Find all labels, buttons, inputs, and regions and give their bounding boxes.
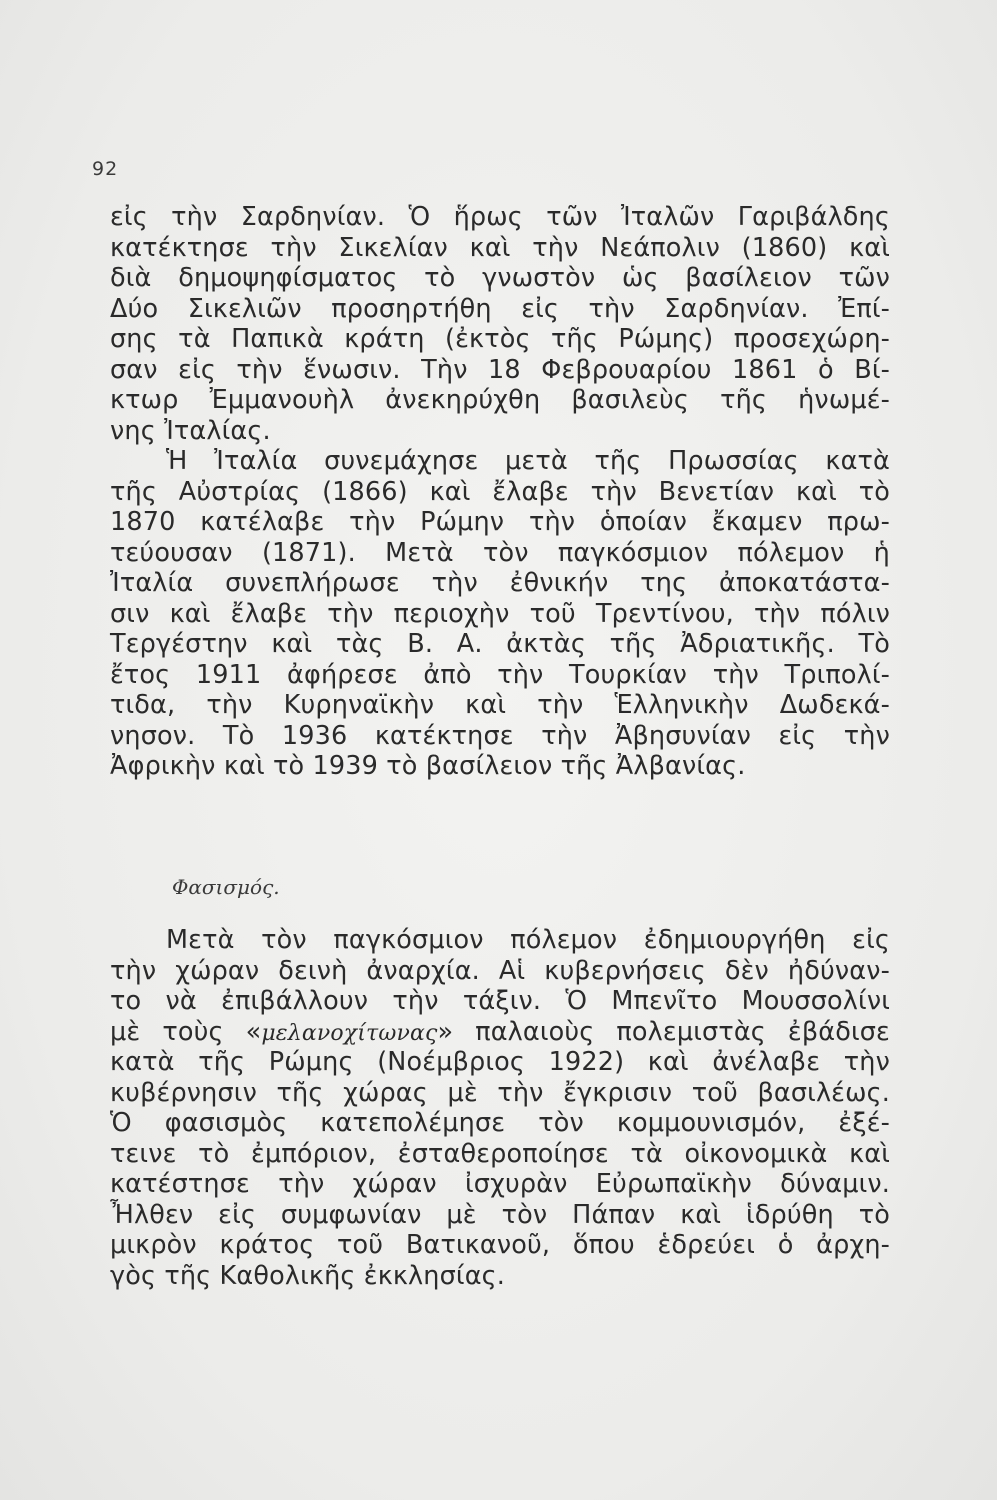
text-line: κτωρ Ἐμμανουὴλ ἀνεκηρύχθη βασιλεὺς τῆς ἡνωμέ-: [110, 385, 890, 415]
text-line: ἔτος 1911 ἀφήρεσε ἀπὸ τὴν Τουρκίαν τὴν Τριπολί-: [110, 659, 890, 690]
text-line: νησον. Τὸ 1936 κατέκτησε τὴν Ἀβησυνίαν εἰς τὴν: [110, 720, 890, 751]
text-line: σαν εἰς τὴν ἕνωσιν. Τὴν 18 Φεβρουαρίου 1861 ὁ Βί-: [110, 354, 890, 385]
text-line: Ἡ Ἰταλία συνεμάχησε μετὰ τῆς Πρωσσίας κατὰ: [166, 446, 890, 476]
section-heading-fascism: Φασισμός.: [172, 875, 280, 899]
text-line: κατέστησε τὴν χώραν ἰσχυρὰν Εὐρωπαϊκὴν δύναμιν.: [110, 1169, 890, 1199]
text-line: τῆς Αὐστρίας (1866) καὶ ἔλαβε τὴν Βενετίαν καὶ τὸ: [110, 476, 890, 507]
text-line: Ἀφρικὴν καὶ τὸ 1939 τὸ βασίλειον τῆς Ἀλβανίας.: [110, 751, 746, 781]
text-line: 1870 κατέλαβε τὴν Ρώμην τὴν ὁποίαν ἔκαμεν πρω-: [110, 507, 890, 537]
text-line: τεύουσαν (1871). Μετὰ τὸν παγκόσμιον πόλεμον ἡ: [110, 537, 890, 568]
text-line: εἰς τὴν Σαρδηνίαν. Ὁ ἥρως τῶν Ἰταλῶν Γαριβάλδης: [110, 202, 890, 232]
body-text-lower: [110, 925, 890, 1291]
text-line: σης τὰ Παπικὰ κράτη (ἐκτὸς τῆς Ρώμης) προσεχώρη-: [110, 324, 890, 354]
text-line: κυβέρνησιν τῆς χώρας μὲ τὴν ἔγκρισιν τοῦ βασιλέως.: [110, 1077, 890, 1108]
text-line: σιν καὶ ἔλαβε τὴν περιοχὴν τοῦ Τρεντίνου, τὴν πόλιν: [110, 598, 890, 629]
text-line: κατὰ τῆς Ρώμης (Νοέμβριος 1922) καὶ ἀνέλαβε τὴν: [110, 1047, 890, 1077]
italic-term-blackshirts: μελανοχίτωνας: [261, 1020, 438, 1046]
page-number: 92: [92, 158, 119, 180]
text-line: Ὁ φασισμὸς κατεπολέμησε τὸν κομμουνισμόν, ἐξέ-: [110, 1108, 890, 1138]
text-line: διὰ δημοψηφίσματος τὸ γνωστὸν ὡς βασίλειον τῶν: [110, 263, 890, 293]
text-line: Τεργέστην καὶ τὰς Β. Α. ἀκτὰς τῆς Ἀδριατικῆς. Τὸ: [110, 629, 890, 659]
text-fragment: » παλαιοὺς πολεμιστὰς ἐβάδισε: [437, 1016, 890, 1047]
text-line: γὸς τῆς Καθολικῆς ἐκκλησίας.: [110, 1260, 506, 1291]
text-line: νης Ἰταλίας.: [110, 415, 271, 446]
text-line: τιδα, τὴν Κυρηναϊκὴν καὶ τὴν Ἑλληνικὴν Δωδεκά-: [110, 690, 890, 720]
text-line: Μετὰ τὸν παγκόσμιον πόλεμον ἐδημιουργήθη εἰς: [166, 925, 890, 955]
body-text-upper: [110, 202, 890, 782]
text-line: Ἰταλία συνεπλήρωσε τὴν ἐθνικήν της ἀποκατάστα-: [110, 568, 890, 598]
text-fragment: μὲ τοὺς «: [110, 1016, 262, 1047]
text-line-with-italic: [110, 1017, 890, 1048]
text-line: τὴν χώραν δεινὴ ἀναρχία. Αἱ κυβερνήσεις δὲν ἠδύναν-: [110, 955, 890, 986]
text-line: Δύο Σικελιῶν προσηρτήθη εἰς τὴν Σαρδηνίαν. Ἐπί-: [110, 293, 890, 324]
text-line: το νὰ ἐπιβάλλουν τὴν τάξιν. Ὁ Μπενῖτο Μουσσολίνι: [110, 986, 890, 1016]
text-line: μικρὸν κράτος τοῦ Βατικανοῦ, ὅπου ἑδρεύει ὁ ἀρχη-: [110, 1230, 890, 1260]
text-line: κατέκτησε τὴν Σικελίαν καὶ τὴν Νεάπολιν (1860) καὶ: [110, 232, 890, 263]
text-line: τεινε τὸ ἐμπόριον, ἐσταθεροποίησε τὰ οἰκονομικὰ καὶ: [110, 1138, 890, 1169]
text-line: Ἦλθεν εἰς συμφωνίαν μὲ τὸν Πάπαν καὶ ἱδρύθη τὸ: [110, 1199, 890, 1230]
